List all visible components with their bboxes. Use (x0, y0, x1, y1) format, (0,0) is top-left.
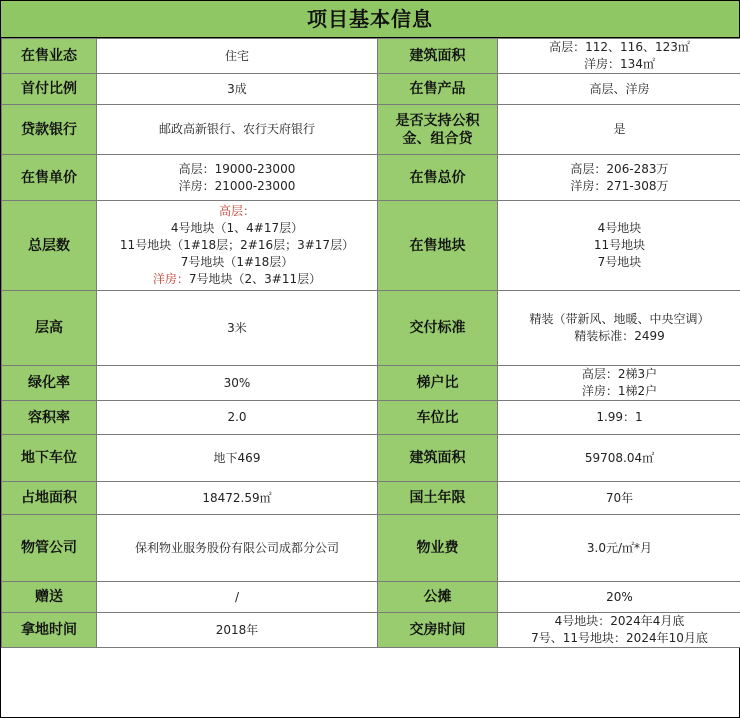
row-key-right: 国土年限 (378, 482, 498, 515)
value-line: 3.0元/㎡*月 (586, 540, 653, 555)
row-key-left: 占地面积 (2, 482, 97, 515)
row-key-right: 梯户比 (378, 366, 498, 401)
table-row (2, 482, 740, 515)
row-value-left (97, 582, 378, 613)
value-line: 4号地块 (597, 221, 642, 235)
value-line: 3米 (227, 320, 247, 335)
row-key-right: 车位比 (378, 401, 498, 435)
row-value-left (97, 366, 378, 401)
row-value-right (498, 482, 740, 515)
value-line: 2018年 (215, 622, 259, 637)
value-line: 高层：2梯3户 (581, 367, 658, 381)
value-line: 20% (606, 589, 633, 604)
row-value-right (498, 291, 740, 366)
high-rise-line: 7号地块（1#18层） (180, 255, 294, 269)
row-key-right: 物业费 (378, 515, 498, 582)
row-key-left: 绿化率 (2, 366, 97, 401)
row-value-left (97, 613, 378, 648)
table-row (2, 401, 740, 435)
row-value-left (97, 435, 378, 482)
value-line: 59708.04㎡ (584, 450, 655, 465)
row-key-right: 是否支持公积金、组合贷 (378, 105, 498, 155)
value-line: 30% (223, 375, 251, 390)
row-value-right (498, 435, 740, 482)
value-line: 7号地块 (597, 255, 642, 269)
value-line: 洋房：271-308万 (570, 178, 669, 193)
value-line: 洋房：21000-23000 (178, 178, 296, 193)
value-line: 1.99：1 (596, 410, 643, 424)
row-key-right: 在售产品 (378, 74, 498, 105)
total-floors-value (97, 201, 378, 291)
row-value-right (498, 613, 740, 648)
row-key-right: 建筑面积 (378, 39, 498, 74)
table-row (2, 366, 740, 401)
value-line: / (234, 589, 240, 604)
row-key-left: 首付比例 (2, 74, 97, 105)
row-value-right (498, 155, 740, 201)
row-key-left: 容积率 (2, 401, 97, 435)
row-value-right (498, 515, 740, 582)
villa-label: 洋房： (152, 272, 189, 286)
row-value-left (97, 155, 378, 201)
row-value-left (97, 39, 378, 74)
row-value-right (498, 105, 740, 155)
value-line: 邮政高新银行、农行天府银行 (158, 122, 315, 136)
value-line: 高层：206-283万 (570, 161, 669, 176)
value-line: 是 (613, 122, 626, 136)
value-line: 70年 (605, 490, 634, 505)
value-line: 11号地块 (593, 238, 646, 252)
row-key-right: 公摊 (378, 582, 498, 613)
value-line: 住宅 (224, 48, 249, 63)
row-key-left: 拿地时间 (2, 613, 97, 648)
row-value-right (498, 401, 740, 435)
row-key-right: 交付标准 (378, 291, 498, 366)
table-row (2, 39, 740, 74)
value-line: 精装（带新风、地暖、中央空调） (529, 312, 710, 326)
table-row (2, 582, 740, 613)
row-value-right (498, 39, 740, 74)
table-row (2, 201, 740, 291)
table-row (2, 155, 740, 201)
row-key-left: 总层数 (2, 201, 97, 291)
high-rise-label: 高层： (218, 204, 255, 218)
row-key-right: 建筑面积 (378, 435, 498, 482)
sheet-title: 项目基本信息 (1, 1, 739, 38)
value-line: 18472.59㎡ (202, 490, 272, 505)
value-line: 7号、11号地块：2024年10月底 (531, 631, 708, 645)
info-table (1, 38, 740, 648)
value-line: 精装标准：2499 (574, 329, 665, 343)
value-line: 地下469 (213, 450, 261, 465)
value-line: 高层、洋房 (589, 81, 650, 96)
table-row (2, 74, 740, 105)
value-line: 2.0 (227, 410, 247, 424)
row-key-left: 地下车位 (2, 435, 97, 482)
row-value-right (498, 582, 740, 613)
row-key-right: 交房时间 (378, 613, 498, 648)
row-value-left (97, 74, 378, 105)
table-row (2, 613, 740, 648)
row-value-left (97, 291, 378, 366)
table-row (2, 291, 740, 366)
high-rise-line: 4号地块（1、4#17层） (170, 221, 304, 235)
row-value-left (97, 515, 378, 582)
value-line: 高层：112、116、123㎡ (549, 40, 690, 54)
table-row (2, 435, 740, 482)
row-key-right: 在售地块 (378, 201, 498, 291)
table-row (2, 515, 740, 582)
villa-line (101, 271, 373, 288)
value-line: 3成 (227, 81, 247, 96)
value-line: 保利物业服务股份有限公司成都分公司 (134, 540, 339, 555)
value-line: 4号地块：2024年4月底 (554, 614, 685, 628)
row-key-left: 贷款银行 (2, 105, 97, 155)
value-line: 洋房：1梯2户 (581, 384, 658, 398)
value-line: 高层：19000-23000 (178, 161, 296, 176)
row-value-left (97, 482, 378, 515)
value-line: 洋房：134㎡ (584, 57, 655, 71)
row-key-left: 物管公司 (2, 515, 97, 582)
row-key-left: 层高 (2, 291, 97, 366)
row-key-right: 在售总价 (378, 155, 498, 201)
row-key-left: 赠送 (2, 582, 97, 613)
row-value-right (498, 201, 740, 291)
high-rise-line: 11号地块（1#18层；2#16层；3#17层） (119, 238, 355, 252)
row-value-right (498, 74, 740, 105)
row-key-left: 在售业态 (2, 39, 97, 74)
villa-text: 7号地块（2、3#11层） (188, 272, 322, 286)
row-value-right (498, 366, 740, 401)
table-row (2, 105, 740, 155)
row-key-left: 在售单价 (2, 155, 97, 201)
row-value-left (97, 401, 378, 435)
row-value-left (97, 105, 378, 155)
